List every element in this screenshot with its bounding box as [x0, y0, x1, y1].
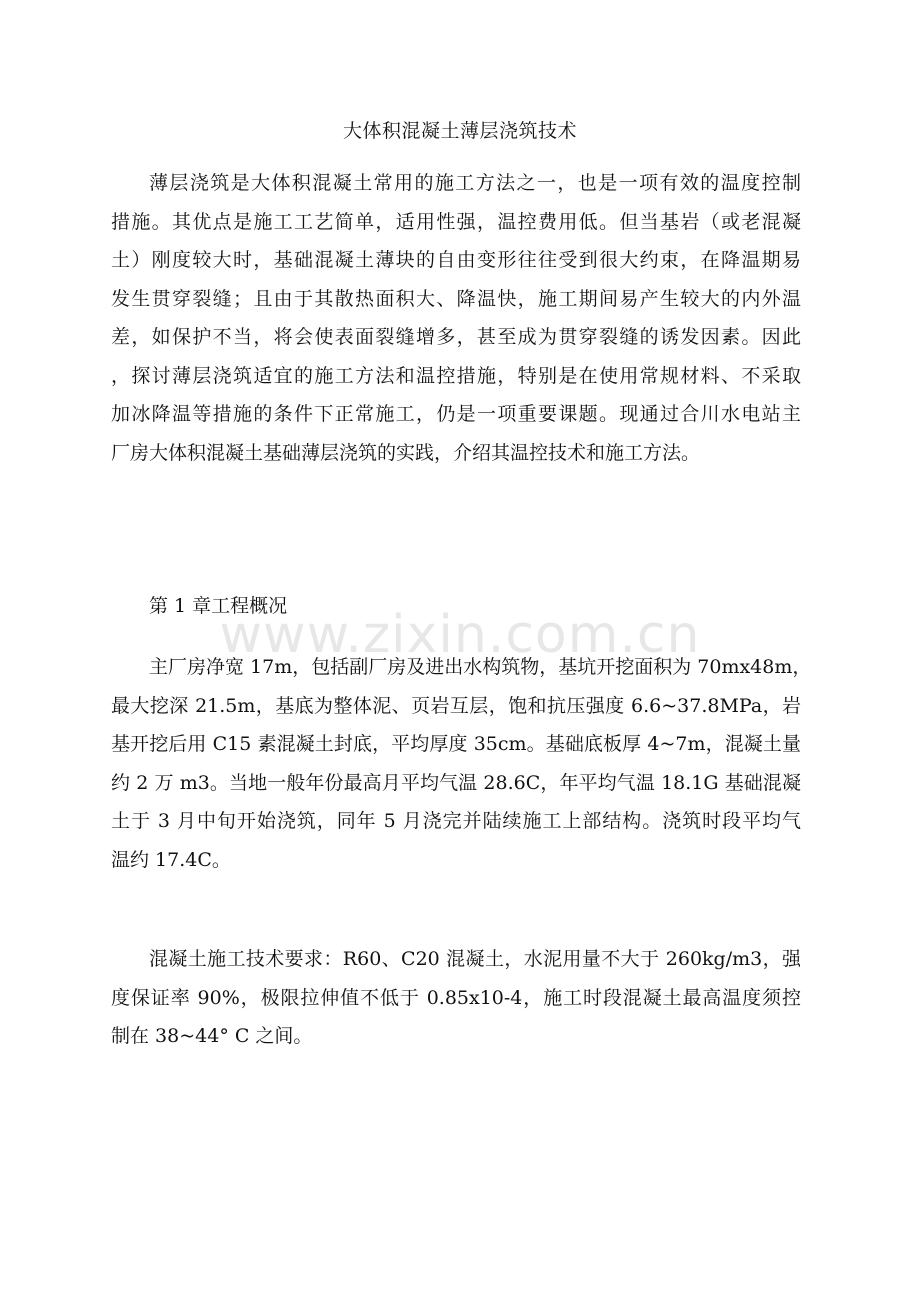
paragraph-line: 基开挖后用 C15 素混凝土封底，平均厚度 35cm。基础底板厚 4~7m，混凝土量	[111, 733, 801, 755]
paragraph-line: 制在 38~44° C 之间。	[111, 1025, 313, 1047]
paragraph-line: 约 2 万 m3。当地一般年份最高月平均气温 28.6C，年平均气温 18.1G 基础混凝	[111, 771, 801, 794]
paragraph-line: 土）刚度较大时，基础混凝土薄块的自由变形往往受到很大约束，在降温期易	[111, 249, 801, 271]
paragraph-line: 度保证率 90%，极限拉伸值不低于 0.85x10-4，施工时段混凝土最高温度须控	[111, 986, 801, 1009]
paragraph-line: 厂房大体积混凝土基础薄层浇筑的实践，介绍其温控技术和施工方法。	[111, 441, 701, 464]
paragraph-line: 最大挖深 21.5m，基底为整体泥、页岩互层，饱和抗压强度 6.6~37.8MPa，岩	[111, 694, 801, 717]
paragraph-line: 薄层浇筑是大体积混凝土常用的施工方法之一，也是一项有效的温度控制	[149, 172, 801, 194]
requirements-paragraph	[111, 940, 801, 1056]
document-title: 大体积混凝土薄层浇筑技术	[342, 120, 577, 142]
chapter-heading: 第 1 章工程概况	[149, 595, 288, 617]
paragraph-line: 差，如保护不当，将会使表面裂缝增多，甚至成为贯穿裂缝的诱发因素。因此	[111, 326, 801, 348]
overview-paragraph	[111, 648, 812, 879]
paragraph-line: 混凝土施工技术要求：R60、C20 混凝土，水泥用量不大于 260kg/m3，强	[149, 948, 801, 970]
paragraph-line: 发生贯穿裂缝；且由于其散热面积大、降温快，施工期间易产生较大的内外温	[111, 287, 801, 310]
paragraph-line: 措施。其优点是施工工艺简单，适用性强，温控费用低。但当基岩（或老混凝	[111, 210, 801, 233]
paragraph-line: 土于 3 月中旬开始浇筑，同年 5 月浇完并陆续施工上部结构。浇筑时段平均气	[111, 810, 801, 832]
paragraph-line: 主厂房净宽 17m，包括副厂房及进出水构筑物，基坑开挖面积为 70mx48m，	[149, 656, 812, 678]
paragraph-line: 加冰降温等措施的条件下正常施工，仍是一项重要课题。现通过合川水电站主	[111, 403, 801, 425]
watermark: www.zixin.com.cn	[219, 605, 701, 665]
intro-paragraph	[111, 164, 801, 472]
paragraph-line: 温约 17.4C。	[111, 848, 231, 871]
paragraph-line: ，探讨薄层浇筑适宜的施工方法和温控措施，特别是在使用常规材料、不采取	[111, 364, 801, 387]
